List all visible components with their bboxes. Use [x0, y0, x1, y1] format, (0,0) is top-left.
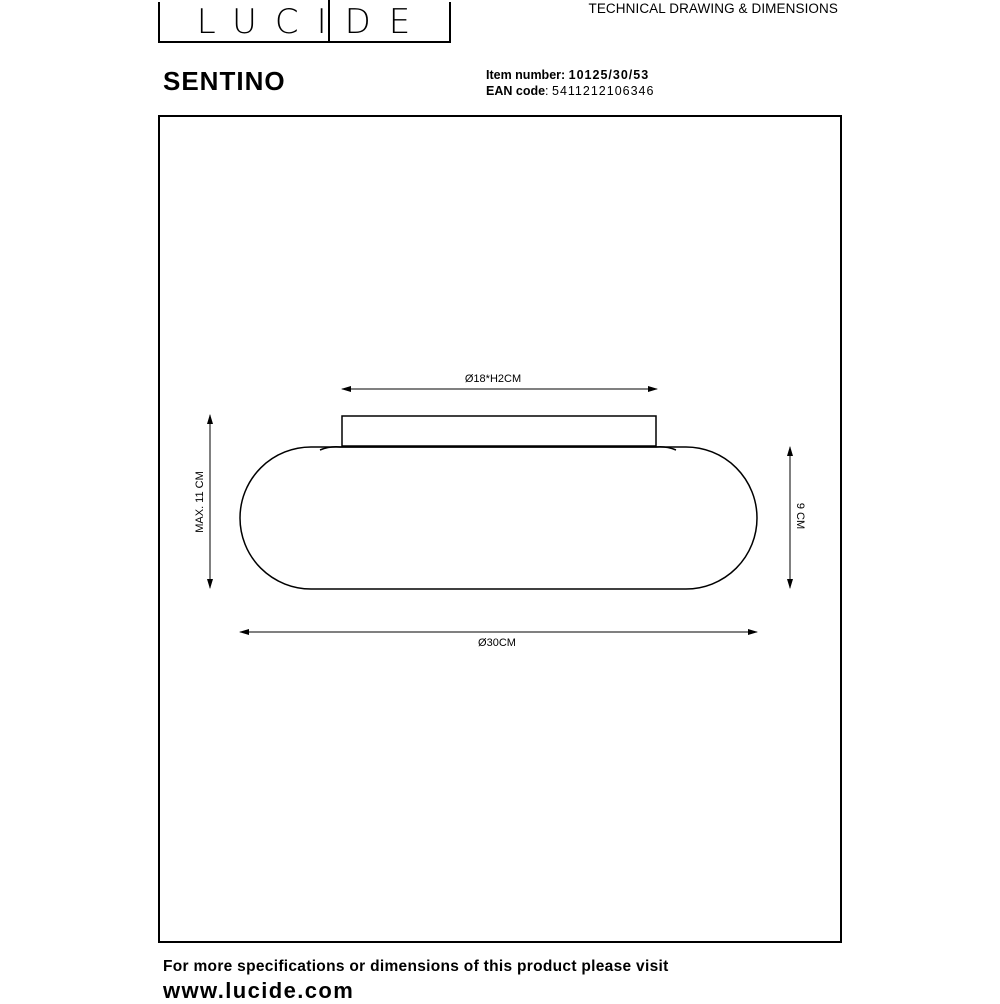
item-number-row: Item number: 10125/30/53: [486, 68, 650, 82]
base-dimension-label: Ø18*H2CM: [464, 373, 522, 385]
ean-row: EAN code: 5411212106346: [486, 84, 655, 98]
logo-text: LUCIDE: [196, 2, 429, 42]
ean-label: EAN code: [486, 84, 546, 98]
lamp-shade-body: [240, 447, 757, 589]
shade-height-dimension-label: 9 CM: [794, 502, 806, 530]
document-type: TECHNICAL DRAWING & DIMENSIONS: [588, 1, 838, 16]
width-dimension-label: Ø30CM: [478, 637, 516, 649]
footer-text: For more specifications or dimensions of this product please visit: [163, 958, 669, 975]
item-number-value: 10125/30/53: [568, 68, 650, 82]
website-link[interactable]: www.lucide.com: [163, 978, 355, 1003]
ceiling-base: [342, 416, 656, 446]
product-name: SENTINO: [163, 66, 286, 96]
item-number-label: Item number: [486, 68, 562, 82]
max-height-dimension-label: MAX. 11 CM: [194, 471, 206, 533]
ean-value: 5411212106346: [552, 84, 655, 98]
